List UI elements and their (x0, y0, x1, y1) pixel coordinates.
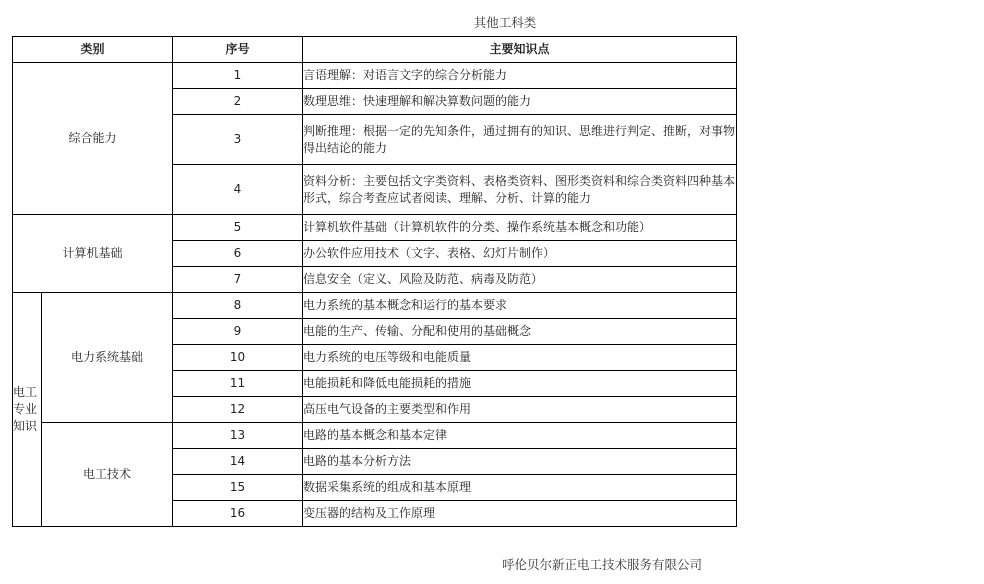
subcategory-power-system: 电力系统基础 (42, 293, 173, 423)
table-header-row (13, 37, 737, 63)
knowledge-point: 资料分析：主要包括文字类资料、表格类资料、图形类资料和综合类资料四种基本形式，综合考查应试者阅读、理解、分析、计算的能力 (303, 165, 737, 215)
table-row (13, 63, 737, 89)
category-computer-basics: 计算机基础 (13, 215, 173, 293)
category-line: 知识 (13, 419, 38, 433)
knowledge-point: 计算机软件基础（计算机软件的分类、操作系统基本概念和功能） (303, 215, 737, 241)
knowledge-point: 言语理解：对语言文字的综合分析能力 (303, 63, 737, 89)
row-number: 6 (173, 241, 303, 267)
knowledge-table (12, 36, 737, 527)
table-row (13, 215, 737, 241)
header-knowledge-point: 主要知识点 (303, 37, 737, 63)
knowledge-point: 电力系统的基本概念和运行的基本要求 (303, 293, 737, 319)
knowledge-point: 电力系统的电压等级和电能质量 (303, 345, 737, 371)
knowledge-point: 电路的基本分析方法 (303, 449, 737, 475)
knowledge-point: 数理思维：快速理解和解决算数问题的能力 (303, 89, 737, 115)
row-number: 7 (173, 267, 303, 293)
row-number: 12 (173, 397, 303, 423)
row-number: 2 (173, 89, 303, 115)
row-number: 10 (173, 345, 303, 371)
row-number: 14 (173, 449, 303, 475)
row-number: 15 (173, 475, 303, 501)
knowledge-point: 变压器的结构及工作原理 (303, 501, 737, 527)
table-row (13, 423, 737, 449)
knowledge-point: 数据采集系统的组成和基本原理 (303, 475, 737, 501)
company-name: 呼伦贝尔新正电工技术服务有限公司 (502, 557, 703, 572)
knowledge-point: 电路的基本概念和基本定律 (303, 423, 737, 449)
subcategory-electrical-tech: 电工技术 (42, 423, 173, 527)
knowledge-point: 办公软件应用技术（文字、表格、幻灯片制作） (303, 241, 737, 267)
row-number: 9 (173, 319, 303, 345)
category-general-ability: 综合能力 (13, 63, 173, 215)
header-category: 类别 (13, 37, 173, 63)
knowledge-point: 电能的生产、传输、分配和使用的基础概念 (303, 319, 737, 345)
knowledge-point: 信息安全（定义、风险及防范、病毒及防范） (303, 267, 737, 293)
knowledge-point: 判断推理：根据一定的先知条件，通过拥有的知识、思维进行判定、推断，对事物得出结论的能力 (303, 115, 737, 165)
header-number: 序号 (173, 37, 303, 63)
table-row (13, 293, 737, 319)
row-number: 11 (173, 371, 303, 397)
row-number: 5 (173, 215, 303, 241)
category-line: 专业 (13, 402, 38, 416)
page-title: 其他工科类 (473, 15, 537, 30)
category-electrical-knowledge (13, 293, 42, 527)
knowledge-point: 高压电气设备的主要类型和作用 (303, 397, 737, 423)
row-number: 3 (173, 115, 303, 165)
row-number: 16 (173, 501, 303, 527)
row-number: 13 (173, 423, 303, 449)
category-line: 电工 (13, 385, 38, 399)
row-number: 8 (173, 293, 303, 319)
row-number: 1 (173, 63, 303, 89)
knowledge-point: 电能损耗和降低电能损耗的措施 (303, 371, 737, 397)
row-number: 4 (173, 165, 303, 215)
